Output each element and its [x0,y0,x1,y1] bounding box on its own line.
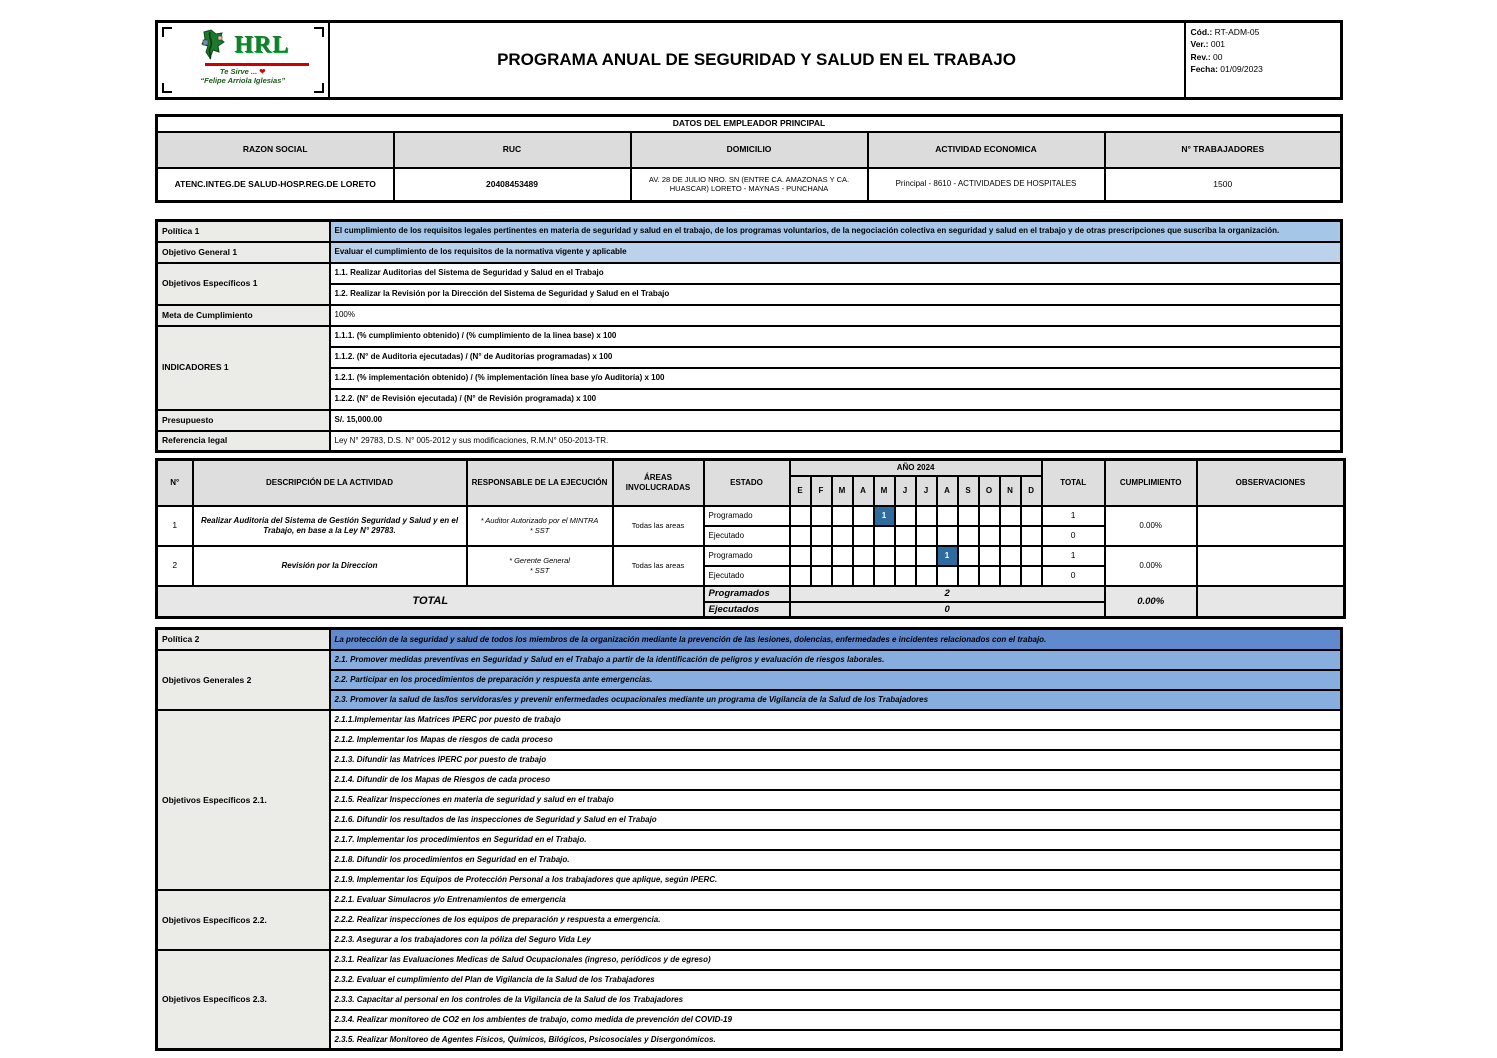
programado-total: 1 [1042,506,1105,526]
objetivos-especificos-2-2-label: Objetivos Específicos 2.2. [157,890,330,950]
month-cell [958,566,979,586]
month-cell [916,506,937,526]
month-cell [937,526,958,546]
logo-cell [157,22,329,99]
month-header-abr: A [853,476,874,506]
month-cell [853,526,874,546]
meta-ver: Ver.: 001 [1190,39,1226,50]
month-cell [916,546,937,566]
month-cell [790,506,811,526]
month-cell [1000,526,1021,546]
objetivo-especifico-2-1-2: 2.1.2. Implementar los Mapas de riesgos de cada proceso [330,730,1342,750]
col-header-year: AÑO 2024 [790,460,1042,476]
activity-row-2-programado [157,546,1345,566]
month-cell [790,566,811,586]
month-cell [895,526,916,546]
activity-observaciones [1197,506,1345,546]
total-programados-label: Programados [704,586,790,602]
month-header-feb: F [811,476,832,506]
document-page [155,20,1345,1051]
document-meta-box [1185,22,1342,99]
month-cell [937,566,958,586]
month-cell [1021,506,1042,526]
col-header-ruc: RUC [394,132,631,168]
month-cell [979,546,1000,566]
hospital-logo-letters: HRL [234,32,290,58]
col-header-num: N° [157,460,193,506]
objetivo-especifico-2-2-1: 2.2.1. Evaluar Simulacros y/o Entrenamientos de emergencia [330,890,1342,910]
document-header [155,20,1343,100]
month-cell [853,566,874,586]
total-ejecutados-label: Ejecutados [704,602,790,618]
activity-num: 2 [157,546,193,586]
activity-areas: Todas las areas [613,506,704,546]
value-razon-social: ATENC.INTEG.DE SALUD-HOSP.REG.DE LORETO [157,168,394,202]
col-header-domicilio: DOMICILIO [631,132,868,168]
month-cell [979,526,1000,546]
referencia-legal-value: Ley N° 29783, D.S. N° 005-2012 y sus modificaciones, R.M.N° 050-2013-TR. [330,431,1342,452]
logo-corner-mark [314,27,324,37]
activity-areas: Todas las areas [613,546,704,586]
col-header-estado: ESTADO [704,460,790,506]
objetivo-especifico-2-2-3: 2.2.3. Asegurar a los trabajadores con la póliza del Seguro Vida Ley [330,930,1342,950]
politica-1-block [155,219,1343,453]
meta-cod: Cód.: RT-ADM-05 [1190,27,1260,37]
month-cell [874,546,895,566]
total-cumplimiento: 0.00% [1105,586,1197,618]
month-cell [1021,546,1042,566]
indicador-1-2-1: 1.2.1. (% implementación obtenido) / (% implementación línea base y/o Auditoría) x 100 [330,368,1342,389]
month-header-mar: M [832,476,853,506]
value-actividad: Principal - 8610 - ACTIVIDADES DE HOSPITALES [868,168,1105,202]
month-header-dic: D [1021,476,1042,506]
objetivo-especifico-2-1-7: 2.1.7. Implementar los procedimientos en Seguridad en el Trabajo. [330,830,1342,850]
ejecutado-total: 0 [1042,526,1105,546]
month-cell [811,506,832,526]
month-cell: 1 [874,506,895,526]
col-header-areas: ÁREAS INVOLUCRADAS [613,460,704,506]
month-cell [832,526,853,546]
month-cell [853,546,874,566]
politica-2-text: La protección de la seguridad y salud de todos los miembros de la organización mediante la prevención de las lesiones, dolencias, enfermedades e incidentes relacionados con el trabajo. [330,629,1342,650]
activity-observaciones [1197,546,1345,586]
objetivo-especifico-2-1-1: 2.1.1.Implementar las Matrices IPERC por puesto de trabajo [330,710,1342,730]
month-cell [832,566,853,586]
month-cell [895,506,916,526]
col-header-razon-social: RAZON SOCIAL [157,132,394,168]
objetivo-especifico-2-1-8: 2.1.8. Difundir los procedimientos en Seguridad en el Trabajo. [330,850,1342,870]
month-cell [979,566,1000,586]
programado-total: 1 [1042,546,1105,566]
month-cell [1000,506,1021,526]
estado-ejecutado-label: Ejecutado [704,526,790,546]
month-cell [874,526,895,546]
politica-1-text: El cumplimiento de los requisitos legales pertinentes en materia de seguridad y salud en el trabajo, de los programas voluntarios, de la negociación colectiva en seguridad y salud en el trabajo y de otras prescripciones que suscriba la organización. [330,221,1342,242]
month-cell [916,526,937,546]
objetivo-especifico-1-2: 1.2. Realizar la Revisión por la Dirección del Sistema de Seguridad y Salud en el Trabajo [330,284,1342,305]
objetivo-especifico-2-3-3: 2.3.3. Capacitar al personal en los controles de la Vigilancia de la Salud de los Trabajadores [330,990,1342,1010]
total-programados-value: 2 [790,586,1105,602]
ejecutado-total: 0 [1042,566,1105,586]
total-observaciones [1197,586,1345,618]
objetivo-especifico-2-1-5: 2.1.5. Realizar Inspecciones en materia de seguridad y salud en el trabajo [330,790,1342,810]
estado-ejecutado-label: Ejecutado [704,566,790,586]
month-header-ago: A [937,476,958,506]
objetivo-general-1-label: Objetivo General 1 [157,242,330,263]
month-cell [811,526,832,546]
meta-rev: Rev.: 00 [1190,51,1223,62]
activity-row-1-programado [157,506,1345,526]
politica-1-label: Política 1 [157,221,330,242]
objetivo-especifico-2-1-9: 2.1.9. Implementar los Equipos de Protección Personal a los trabajadores que aplique, según IPERC. [330,870,1342,890]
page-title: PROGRAMA ANUAL DE SEGURIDAD Y SALUD EN EL TRABAJO [329,22,1185,99]
loreto-map-icon [196,28,230,62]
month-cell [958,506,979,526]
presupuesto-label: Presupuesto [157,410,330,431]
month-header-ene: E [790,476,811,506]
month-cell [853,506,874,526]
objetivo-especifico-2-3-5: 2.3.5. Realizar Monitoreo de Agentes Físicos, Químicos, Bilógicos, Psicosociales y Disergonómicos. [330,1030,1342,1050]
col-header-descripcion: DESCRIPCIÓN DE LA ACTIVIDAD [193,460,467,506]
logo-tagline-2: “Felipe Arriola Iglesias” [200,76,286,85]
activity-responsable: * Gerente General * SST [467,546,613,586]
month-cell [895,546,916,566]
objetivo-general-2-2: 2.2. Participar en los procedimientos de preparación y respuesta ante emergencias. [330,670,1342,690]
activity-description: Revisión por la Direccion [193,546,467,586]
month-cell [979,506,1000,526]
objetivo-especifico-2-3-4: 2.3.4. Realizar monitoreo de CO2 en los ambientes de trabajo, como medida de prevención del COVID-19 [330,1010,1342,1030]
month-cell [790,526,811,546]
value-ruc: 20408453489 [394,168,631,202]
month-cell [811,546,832,566]
col-header-actividad: ACTIVIDAD ECONOMICA [868,132,1105,168]
activity-cumplimiento: 0.00% [1105,546,1197,586]
meta-fecha: Fecha: 01/09/2023 [1190,63,1263,74]
col-header-responsable: RESPONSABLE DE LA EJECUCIÓN [467,460,613,506]
month-cell [790,546,811,566]
objetivos-especificos-2-3-label: Objetivos Específicos 2.3. [157,950,330,1050]
month-cell [1021,526,1042,546]
employer-table-title: DATOS DEL EMPLEADOR PRINCIPAL [157,116,1342,132]
objetivo-general-2-1: 2.1. Promover medidas preventivas en Seguridad y Salud en el Trabajo a partir de la identificación de peligros y evaluación de riesgos laborales. [330,650,1342,670]
month-cell [1021,566,1042,586]
referencia-legal-label: Referencia legal [157,431,330,452]
activity-description: Realizar Auditoria del Sistema de Gestión Seguridad y Salud y en el Trabajo, en base a la Ley N° 29783. [193,506,467,546]
objetivo-especifico-2-1-4: 2.1.4. Difundir de los Mapas de Riesgos de cada proceso [330,770,1342,790]
month-cell: 1 [937,546,958,566]
indicador-1-1-1: 1.1.1. (% cumplimiento obtenido) / (% cumplimiento de la linea base) x 100 [330,326,1342,347]
activity-cumplimiento: 0.00% [1105,506,1197,546]
objetivo-especifico-2-1-3: 2.1.3. Difundir las Matrices IPERC por puesto de trabajo [330,750,1342,770]
logo-corner-mark [162,83,172,93]
month-cell [916,566,937,586]
col-header-trabajadores: N° TRABAJADORES [1105,132,1342,168]
month-header-jul: J [916,476,937,506]
hospital-logo [161,26,325,94]
objetivo-especifico-1-1: 1.1. Realizar Auditorias del Sistema de Seguridad y Salud en el Trabajo [330,263,1342,284]
objetivos-generales-2-label: Objetivos Generales 2 [157,650,330,710]
value-domicilio: AV. 28 DE JULIO NRO. SN (ENTRE CA. AMAZONAS Y CA. HUASCAR) LORETO - MAYNAS - PUNCHANA [631,168,868,202]
month-cell [958,546,979,566]
logo-corner-mark [162,27,172,37]
month-cell [937,506,958,526]
objetivo-especifico-2-3-1: 2.3.1. Realizar las Evaluaciones Medicas de Salud Ocupacionales (ingreso, periódicos y de egreso) [330,950,1342,970]
logo-red-bar [205,63,309,66]
month-cell [958,526,979,546]
col-header-cumplimiento: CUMPLIMIENTO [1105,460,1197,506]
month-header-may: M [874,476,895,506]
presupuesto-value: S/. 15,000.00 [330,410,1342,431]
month-cell [832,506,853,526]
month-header-nov: N [1000,476,1021,506]
objetivo-especifico-2-2-2: 2.2.2. Realizar inspecciones de los equipos de preparación y respuesta a emergencia. [330,910,1342,930]
value-trabajadores: 1500 [1105,168,1342,202]
month-cell [874,566,895,586]
indicador-1-2-2: 1.2.2. (N° de Revisión ejecutada) / (N° de Revisión programada) x 100 [330,389,1342,410]
objetivos-especificos-1-label: Objetivos Específicos 1 [157,263,330,305]
total-ejecutados-value: 0 [790,602,1105,618]
objetivo-general-2-3: 2.3. Promover la salud de las/los servidoras/es y prevenir enfermedades ocupacionales mediante un programa de Vigilancia de la Salud de los Trabajadores [330,690,1342,710]
activity-num: 1 [157,506,193,546]
col-header-total: TOTAL [1042,460,1105,506]
objetivo-especifico-2-3-2: 2.3.2. Evaluar el cumplimiento del Plan de Vigilancia de la Salud de los Trabajadores [330,970,1342,990]
logo-tagline-1: Te Sirve ... ❤ [219,67,266,76]
meta-cumplimiento-value: 100% [330,305,1342,326]
meta-cumplimiento-label: Meta de Cumplimiento [157,305,330,326]
month-cell [1000,566,1021,586]
indicadores-1-label: INDICADORES 1 [157,326,330,410]
objetivo-especifico-2-1-6: 2.1.6. Difundir los resultados de las inspecciones de Seguridad y Salud en el Trabajo [330,810,1342,830]
politica-2-block [155,627,1343,1051]
total-label: TOTAL [157,586,704,618]
heart-icon: ❤ [259,67,266,76]
estado-programado-label: Programado [704,546,790,566]
month-header-oct: O [979,476,1000,506]
month-cell [895,566,916,586]
month-cell [1000,546,1021,566]
total-row-programados [157,586,1345,602]
logo-corner-mark [314,83,324,93]
col-header-observaciones: OBSERVACIONES [1197,460,1345,506]
objetivos-especificos-2-1-label: Objetivos Específicos 2.1. [157,710,330,890]
objetivo-general-1-text: Evaluar el cumplimiento de los requisitos de la normativa vigente y aplicable [330,242,1342,263]
month-cell [811,566,832,586]
politica-2-label: Política 2 [157,629,330,650]
activity-responsable: * Auditor Autorizado por el MINTRA * SST [467,506,613,546]
activity-schedule-table [155,458,1346,619]
month-cell [832,546,853,566]
indicador-1-1-2: 1.1.2. (N° de Auditoria ejecutadas) / (N° de Auditorias programadas) x 100 [330,347,1342,368]
employer-data-table [155,114,1343,203]
month-header-jun: J [895,476,916,506]
month-header-sep: S [958,476,979,506]
estado-programado-label: Programado [704,506,790,526]
